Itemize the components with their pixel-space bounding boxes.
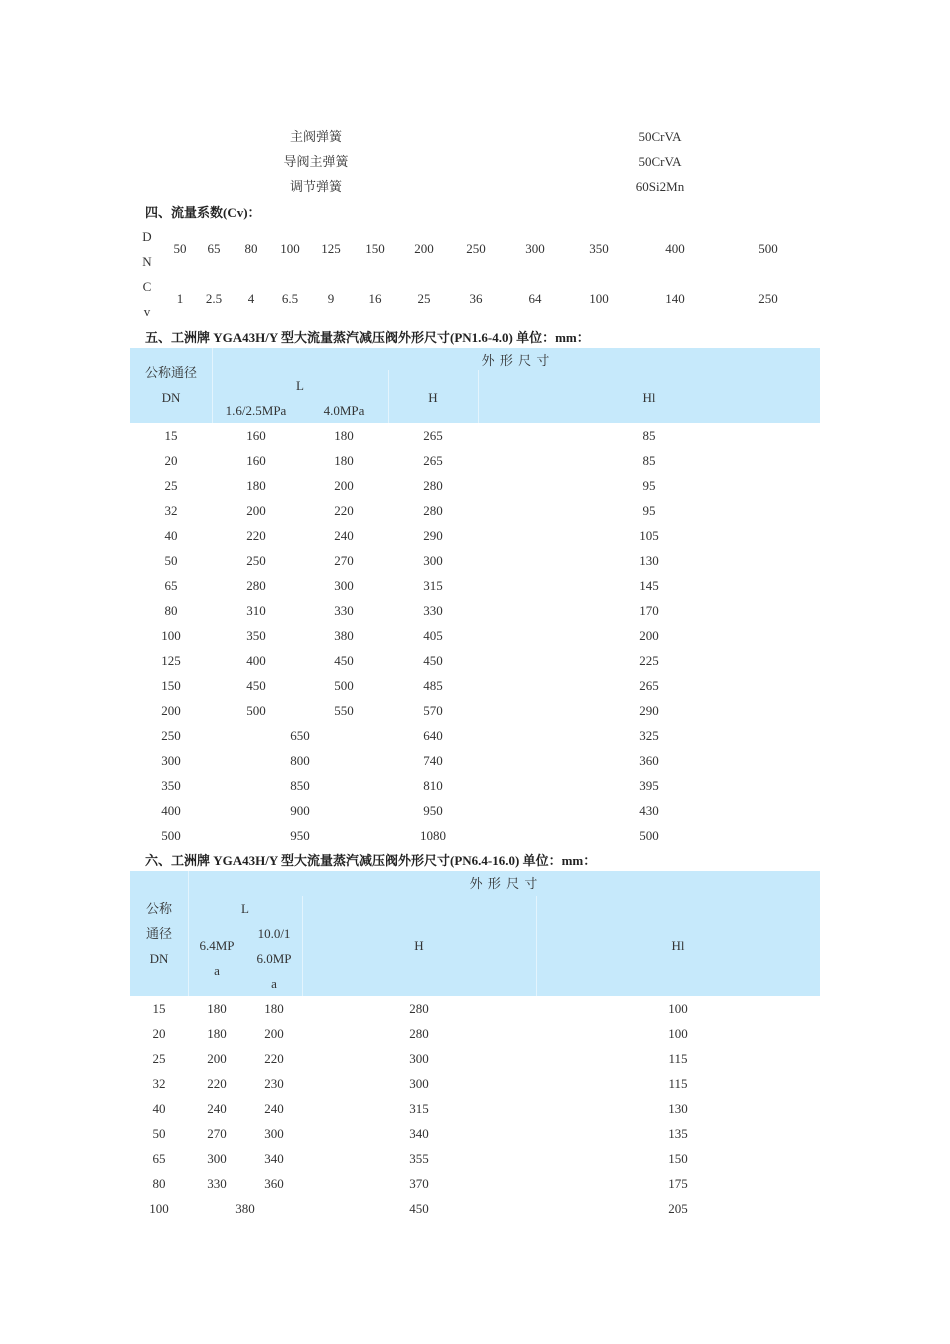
dn-cell: 40 xyxy=(152,1101,166,1116)
table-row xyxy=(130,1071,820,1096)
dn-cell: 50 xyxy=(152,1126,166,1141)
table-row xyxy=(130,1146,820,1171)
l-high-cell: 240 xyxy=(264,1101,284,1116)
table-row xyxy=(130,1171,820,1196)
l-subheader-line: 6.0MP xyxy=(256,951,292,966)
l-high-cell: 220 xyxy=(264,1051,284,1066)
dn-cell: 25 xyxy=(164,478,178,493)
table-row xyxy=(130,1196,820,1221)
l-high-cell: 380 xyxy=(334,628,354,643)
cv-value: 64 xyxy=(528,291,542,306)
hl-cell: 225 xyxy=(639,653,659,668)
material-value: 60Si2Mn xyxy=(635,179,685,194)
h-cell: 300 xyxy=(423,553,443,568)
l-header: L xyxy=(296,378,304,393)
l-high-cell: 240 xyxy=(334,528,354,543)
l-high-cell: 180 xyxy=(334,428,354,443)
table-row xyxy=(130,773,820,798)
hl-cell: 205 xyxy=(668,1201,688,1216)
dn-label-bottom: N xyxy=(142,254,152,269)
l-subheader-high: 4.0MPa xyxy=(323,403,365,418)
hl-header: Hl xyxy=(642,390,656,405)
dn-cell: 25 xyxy=(152,1051,166,1066)
dn-cell: 250 xyxy=(161,728,181,743)
dn-header-line: 公称 xyxy=(145,901,172,916)
l-high-cell: 230 xyxy=(264,1076,284,1091)
table-row xyxy=(130,1021,820,1046)
l-header: L xyxy=(241,901,249,916)
dn-cell: 40 xyxy=(164,528,178,543)
table-row xyxy=(130,648,820,673)
l-high-cell: 300 xyxy=(264,1126,284,1141)
cv-label-top: C xyxy=(142,279,152,294)
hl-cell: 265 xyxy=(639,678,659,693)
dn-cell: 300 xyxy=(161,753,181,768)
hl-cell: 500 xyxy=(639,828,659,843)
l-low-cell: 250 xyxy=(246,553,266,568)
dn-cell: 200 xyxy=(161,703,181,718)
hl-cell: 95 xyxy=(642,503,656,518)
h-cell: 340 xyxy=(409,1126,429,1141)
h-cell: 280 xyxy=(423,503,443,518)
material-row xyxy=(0,149,950,174)
dn-value: 250 xyxy=(466,241,486,256)
dn-cell: 32 xyxy=(152,1076,166,1091)
dn-cell: 32 xyxy=(164,503,178,518)
dn-value: 80 xyxy=(244,241,258,256)
l-cell: 800 xyxy=(290,753,310,768)
table-row xyxy=(130,1121,820,1146)
l-high-cell: 200 xyxy=(334,478,354,493)
l-high-cell: 220 xyxy=(334,503,354,518)
l-low-cell: 220 xyxy=(207,1076,227,1091)
table-row xyxy=(130,573,820,598)
dn-cell: 20 xyxy=(164,453,178,468)
cv-value: 1 xyxy=(176,291,184,306)
material-row xyxy=(0,124,950,149)
dn-cell: 80 xyxy=(164,603,178,618)
hl-cell: 115 xyxy=(668,1076,688,1091)
dn-value: 200 xyxy=(414,241,434,256)
l-cell: 850 xyxy=(290,778,310,793)
h-cell: 405 xyxy=(423,628,443,643)
table-row xyxy=(130,423,820,448)
l-subheader-low: 1.6/2.5MPa xyxy=(225,403,287,418)
hl-header: Hl xyxy=(671,938,685,953)
l-high-cell: 180 xyxy=(264,1001,284,1016)
cv-value-row xyxy=(0,274,950,324)
hl-cell: 150 xyxy=(668,1151,688,1166)
dn-cell: 65 xyxy=(164,578,178,593)
l-subheader-low xyxy=(188,933,246,983)
hl-cell: 135 xyxy=(668,1126,688,1141)
h-cell: 315 xyxy=(409,1101,429,1116)
hl-cell: 395 xyxy=(639,778,659,793)
l-low-cell: 270 xyxy=(207,1126,227,1141)
dn-label-top: D xyxy=(142,229,152,244)
material-row xyxy=(0,174,950,199)
cv-value: 9 xyxy=(327,291,335,306)
dn-cell: 150 xyxy=(161,678,181,693)
h-header: H xyxy=(414,938,424,953)
table-row xyxy=(130,798,820,823)
cv-dn-row xyxy=(0,224,950,274)
table-row xyxy=(130,698,820,723)
table-row xyxy=(130,1096,820,1121)
l-low-cell: 500 xyxy=(246,703,266,718)
l-subheader-line: 10.0/1 xyxy=(257,926,291,941)
hl-cell: 100 xyxy=(668,1026,688,1041)
l-low-cell: 400 xyxy=(246,653,266,668)
hl-cell: 145 xyxy=(639,578,659,593)
l-high-cell: 180 xyxy=(334,453,354,468)
h-cell: 570 xyxy=(423,703,443,718)
dn-cell: 350 xyxy=(161,778,181,793)
l-subheader-line: a xyxy=(214,963,220,978)
dn-cell: 65 xyxy=(152,1151,166,1166)
dn-cell: 20 xyxy=(152,1026,166,1041)
dimensions-group-header: 外 形 尺 寸 xyxy=(469,876,539,891)
dn-header xyxy=(130,360,212,410)
hl-cell: 105 xyxy=(639,528,659,543)
material-name: 调节弹簧 xyxy=(289,179,342,194)
h-cell: 280 xyxy=(409,1001,429,1016)
dn-cell: 100 xyxy=(149,1201,169,1216)
dn-header-line: DN xyxy=(161,390,181,405)
cv-label-bottom: v xyxy=(143,304,151,319)
h-cell: 370 xyxy=(409,1176,429,1191)
table-row xyxy=(130,748,820,773)
hl-cell: 115 xyxy=(668,1051,688,1066)
cv-value: 140 xyxy=(665,291,685,306)
l-subheader-high xyxy=(246,921,302,996)
dn-value: 400 xyxy=(665,241,685,256)
table-row xyxy=(130,448,820,473)
material-name: 主阀弹簧 xyxy=(289,129,342,144)
dn-value: 350 xyxy=(589,241,609,256)
h-header: H xyxy=(428,390,438,405)
hl-cell: 95 xyxy=(642,478,656,493)
dn-value: 300 xyxy=(525,241,545,256)
l-high-cell: 500 xyxy=(334,678,354,693)
h-cell: 265 xyxy=(423,428,443,443)
h-cell: 450 xyxy=(409,1201,429,1216)
dimensions-group-header: 外 形 尺 寸 xyxy=(481,353,551,368)
material-name: 导阀主弹簧 xyxy=(283,154,349,169)
dn-cell: 15 xyxy=(164,428,178,443)
l-high-cell: 330 xyxy=(334,603,354,618)
l-high-cell: 200 xyxy=(264,1026,284,1041)
hl-cell: 325 xyxy=(639,728,659,743)
h-cell: 330 xyxy=(423,603,443,618)
dn-value: 150 xyxy=(365,241,385,256)
l-cell: 650 xyxy=(290,728,310,743)
table2-header xyxy=(130,871,820,996)
table-row xyxy=(130,673,820,698)
l-subheader-line: a xyxy=(271,976,277,991)
hl-cell: 130 xyxy=(639,553,659,568)
dn-header-line: 通径 xyxy=(145,926,172,941)
hl-cell: 290 xyxy=(639,703,659,718)
h-cell: 265 xyxy=(423,453,443,468)
dn-value: 50 xyxy=(173,241,187,256)
l-high-cell: 340 xyxy=(264,1151,284,1166)
h-cell: 300 xyxy=(409,1051,429,1066)
table-row xyxy=(130,498,820,523)
l-low-cell: 200 xyxy=(246,503,266,518)
l-low-cell: 160 xyxy=(246,428,266,443)
h-cell: 355 xyxy=(409,1151,429,1166)
table-row xyxy=(130,723,820,748)
table-row xyxy=(130,996,820,1021)
material-value: 50CrVA xyxy=(638,154,682,169)
table-row xyxy=(130,548,820,573)
dn-cell: 80 xyxy=(152,1176,166,1191)
hl-cell: 360 xyxy=(639,753,659,768)
h-cell: 315 xyxy=(423,578,443,593)
l-cell: 900 xyxy=(290,803,310,818)
cv-value: 2.5 xyxy=(205,291,223,306)
h-cell: 280 xyxy=(409,1026,429,1041)
dn-value: 65 xyxy=(207,241,221,256)
l-high-cell: 270 xyxy=(334,553,354,568)
cv-heading: 四、流量系数(Cv)： xyxy=(145,205,261,220)
dn-cell: 15 xyxy=(152,1001,166,1016)
l-low-cell: 180 xyxy=(207,1026,227,1041)
dn-value: 100 xyxy=(280,241,300,256)
l-low-cell: 220 xyxy=(246,528,266,543)
hl-cell: 200 xyxy=(639,628,659,643)
cv-value: 6.5 xyxy=(281,291,299,306)
dn-header-line: 公称通径 xyxy=(144,365,197,380)
dn-value: 125 xyxy=(321,241,341,256)
h-cell: 485 xyxy=(423,678,443,693)
h-cell: 640 xyxy=(423,728,443,743)
l-high-cell: 450 xyxy=(334,653,354,668)
hl-cell: 100 xyxy=(668,1001,688,1016)
h-cell: 810 xyxy=(423,778,443,793)
dn-cell: 400 xyxy=(161,803,181,818)
h-cell: 280 xyxy=(423,478,443,493)
l-low-cell: 200 xyxy=(207,1051,227,1066)
dn-header xyxy=(130,896,188,971)
dn-cell: 50 xyxy=(164,553,178,568)
l-low-cell: 180 xyxy=(207,1001,227,1016)
h-cell: 1080 xyxy=(420,828,446,843)
l-low-cell: 350 xyxy=(246,628,266,643)
hl-cell: 175 xyxy=(668,1176,688,1191)
l-low-cell: 180 xyxy=(246,478,266,493)
table-row xyxy=(130,523,820,548)
material-value: 50CrVA xyxy=(638,129,682,144)
h-cell: 300 xyxy=(409,1076,429,1091)
l-low-cell: 330 xyxy=(207,1176,227,1191)
h-cell: 290 xyxy=(423,528,443,543)
l-high-cell: 550 xyxy=(334,703,354,718)
l-high-cell: 300 xyxy=(334,578,354,593)
hl-cell: 130 xyxy=(668,1101,688,1116)
table-row xyxy=(130,1046,820,1071)
h-cell: 950 xyxy=(423,803,443,818)
cv-value: 36 xyxy=(469,291,483,306)
dn-value: 500 xyxy=(758,241,778,256)
hl-cell: 430 xyxy=(639,803,659,818)
table1-header xyxy=(130,348,820,423)
h-cell: 740 xyxy=(423,753,443,768)
dn-cell: 125 xyxy=(161,653,181,668)
cv-value: 250 xyxy=(758,291,778,306)
l-low-cell: 300 xyxy=(207,1151,227,1166)
l-low-cell: 160 xyxy=(246,453,266,468)
cv-value: 25 xyxy=(417,291,431,306)
dn-cell: 100 xyxy=(161,628,181,643)
table-row xyxy=(130,823,820,848)
l-cell: 950 xyxy=(290,828,310,843)
hl-cell: 170 xyxy=(639,603,659,618)
table-row xyxy=(130,598,820,623)
l-low-cell: 310 xyxy=(246,603,266,618)
table2-heading: 六、工洲牌 YGA43H/Y 型大流量蒸汽减压阀外形尺寸(PN6.4-16.0) 单位：mm： xyxy=(145,853,597,868)
table-row xyxy=(130,623,820,648)
h-cell: 450 xyxy=(423,653,443,668)
cv-value: 4 xyxy=(247,291,255,306)
l-cell: 380 xyxy=(235,1201,255,1216)
l-low-cell: 450 xyxy=(246,678,266,693)
l-low-cell: 280 xyxy=(246,578,266,593)
table1-heading: 五、工洲牌 YGA43H/Y 型大流量蒸汽减压阀外形尺寸(PN1.6-4.0) 单位：mm： xyxy=(145,330,590,345)
cv-value: 100 xyxy=(589,291,609,306)
hl-cell: 85 xyxy=(642,428,656,443)
l-high-cell: 360 xyxy=(264,1176,284,1191)
dn-header-line: DN xyxy=(149,951,169,966)
l-subheader-line: 6.4MP xyxy=(199,938,235,953)
hl-cell: 85 xyxy=(642,453,656,468)
l-low-cell: 240 xyxy=(207,1101,227,1116)
dn-cell: 500 xyxy=(161,828,181,843)
table-row xyxy=(130,473,820,498)
cv-value: 16 xyxy=(368,291,382,306)
